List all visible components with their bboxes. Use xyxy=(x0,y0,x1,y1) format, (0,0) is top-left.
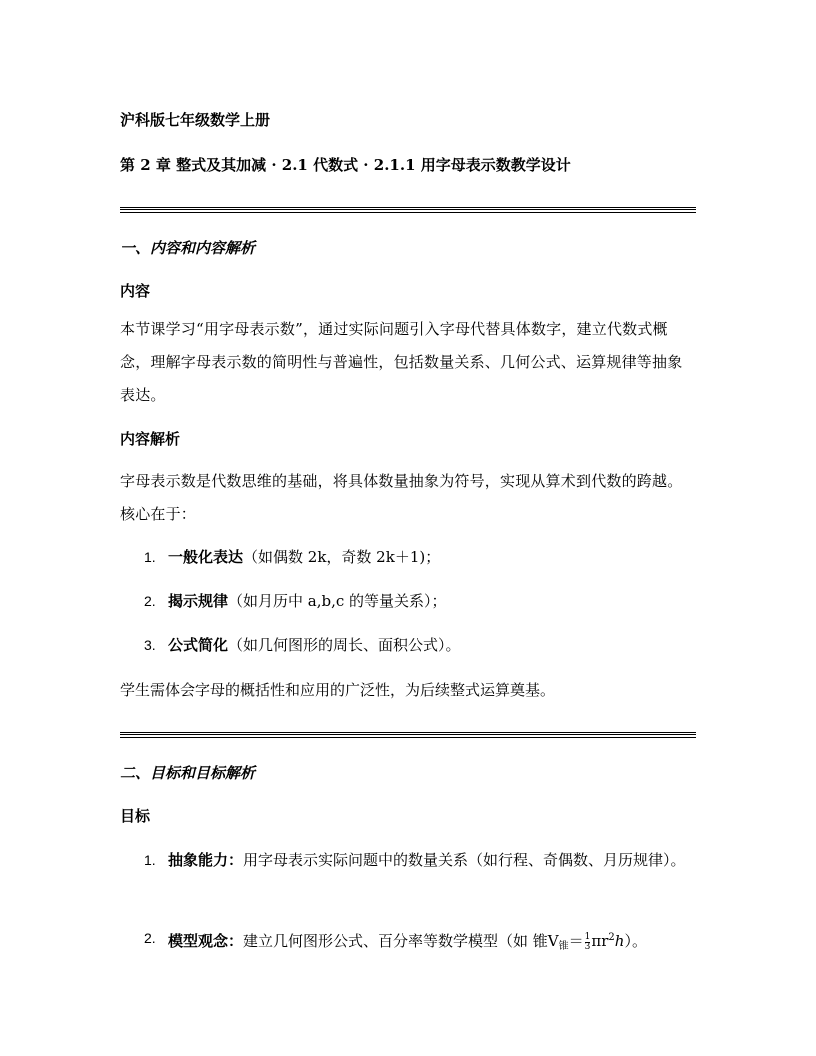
fraction-numerator: 1 xyxy=(584,931,591,942)
list-number: 3. xyxy=(144,637,156,653)
list-number: 1. xyxy=(144,852,156,868)
list-item-detail: 建立几何图形公式、百分率等数学模型（如 锥 xyxy=(243,932,548,950)
list-item-term: 模型观念： xyxy=(168,932,244,950)
section-heading: 二、目标和目标解析 xyxy=(120,764,256,782)
analysis-paragraph: 字母表示数是代数思维的基础，将具体数量抽象为符号，实现从算术到代数的跨越。核心在于： xyxy=(120,472,683,523)
list-item-term: 公式简化 xyxy=(168,636,229,654)
formula-subscript: 锥 xyxy=(558,941,569,952)
list-number: 1. xyxy=(144,549,156,565)
formula-fraction xyxy=(585,933,591,952)
analysis-label: 内容解析 xyxy=(120,430,181,448)
list-item-term: 揭示规律 xyxy=(168,592,229,610)
fraction-denominator: 3 xyxy=(584,941,591,952)
list-item-detail: （如月历中 a,b,c 的等量关系）； xyxy=(228,592,447,610)
formula-body: πr xyxy=(591,932,609,950)
list-item-detail: （如偶数 2k，奇数 2k＋1)； xyxy=(243,548,441,566)
document-subtitle: 第 2 章 整式及其加减 · 2.1 代数式 · 2.1.1 用字母表示数教学设计 xyxy=(120,156,571,174)
formula-height: h xyxy=(614,932,625,950)
section-divider xyxy=(120,732,696,738)
formula-variable: V xyxy=(547,932,559,950)
list-item xyxy=(144,922,696,963)
list-item xyxy=(144,844,696,876)
document-title: 沪科版七年级数学上册 xyxy=(120,111,271,129)
formula-tail: ）。 xyxy=(624,932,647,950)
formula-equals: ＝ xyxy=(568,932,584,950)
list-item-term: 抽象能力： xyxy=(168,851,244,869)
formula-exponent: 2 xyxy=(608,932,615,943)
content-paragraph: 本节课学习“用字母表示数”，通过实际问题引入字母代替具体数字，建立代数式概念，理解字母表示数的简明性与普遍性，包括数量关系、几何公式、运算规律等抽象表达。 xyxy=(120,320,683,404)
cone-volume-formula xyxy=(548,932,647,950)
section-divider xyxy=(120,207,696,213)
list-number: 2. xyxy=(144,930,156,946)
list-item-term: 一般化表达 xyxy=(168,548,244,566)
content-label: 内容 xyxy=(120,282,151,300)
goal-label: 目标 xyxy=(120,807,151,825)
list-item xyxy=(144,541,696,573)
list-item xyxy=(144,629,696,661)
list-number: 2. xyxy=(144,593,156,609)
closing-paragraph: 学生需体会字母的概括性和应用的广泛性，为后续整式运算奠基。 xyxy=(120,681,556,699)
list-item-detail: 用字母表示实际问题中的数量关系（如行程、奇偶数、月历规律）。 xyxy=(243,851,686,869)
section-heading: 一、内容和内容解析 xyxy=(120,239,256,257)
list-item xyxy=(144,585,696,617)
list-item-detail: （如几何图形的周长、面积公式）。 xyxy=(228,636,461,654)
